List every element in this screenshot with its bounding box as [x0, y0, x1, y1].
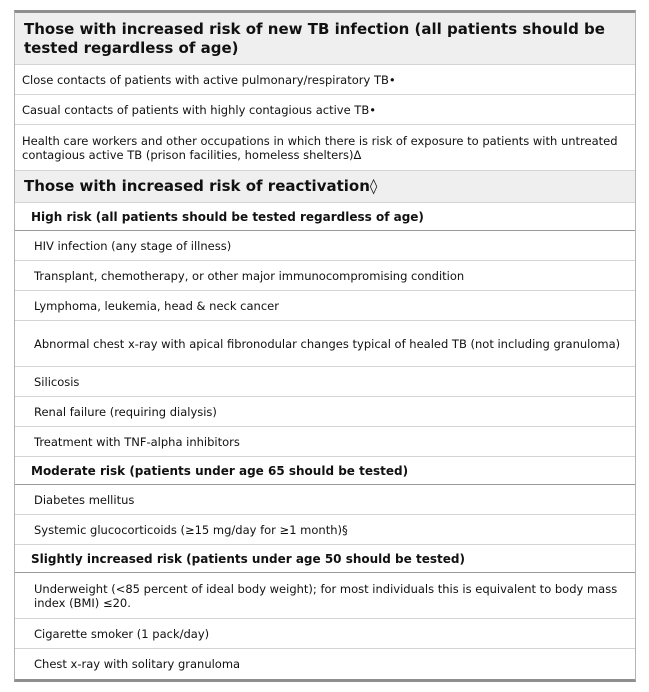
table-row: Renal failure (requiring dialysis)	[15, 397, 635, 427]
table-row: Treatment with TNF-alpha inhibitors	[15, 427, 635, 457]
table-row: Underweight (<85 percent of ideal body weight); for most individuals this is equivalent to body mass index (BMI) ≤20.	[15, 573, 635, 619]
table-row: Chest x-ray with solitary granuloma	[34, 657, 241, 671]
section-header-reactivation: Those with increased risk of reactivation◊	[15, 171, 635, 203]
table-row: Systemic glucocorticoids (≥15 mg/day for ≥1 month)§	[15, 515, 635, 545]
table-row: Casual contacts of patients with highly contagious active TB•	[15, 95, 635, 125]
table-row: Cigarette smoker (1 pack/day)	[15, 619, 635, 649]
table-row: Abnormal chest x-ray with apical fibronodular changes typical of healed TB (not including granuloma)	[15, 321, 635, 367]
group-title-high-risk: High risk (all patients should be tested regardless of age)	[15, 203, 635, 231]
section-header-new-infection: Those with increased risk of new TB infection (all patients should be tested regardless of age)	[15, 13, 635, 65]
group-title-moderate-risk: Moderate risk (patients under age 65 should be tested)	[15, 457, 635, 485]
table-row: Transplant, chemotherapy, or other major immunocompromising condition	[15, 261, 635, 291]
group-title-slight-risk: Slightly increased risk (patients under age 50 should be tested)	[15, 545, 635, 573]
table-row: HIV infection (any stage of illness)	[15, 231, 635, 261]
table-row: Health care workers and other occupations in which there is risk of exposure to patients with untreated contagious active TB (prison facilities, homeless shelters)Δ	[15, 125, 635, 171]
tb-risk-table	[14, 10, 636, 682]
table-row: Silicosis	[15, 367, 635, 397]
table-row: Lymphoma, leukemia, head & neck cancer	[15, 291, 635, 321]
table-row: Close contacts of patients with active pulmonary/respiratory TB•	[15, 65, 635, 95]
table-row: Diabetes mellitus	[15, 485, 635, 515]
